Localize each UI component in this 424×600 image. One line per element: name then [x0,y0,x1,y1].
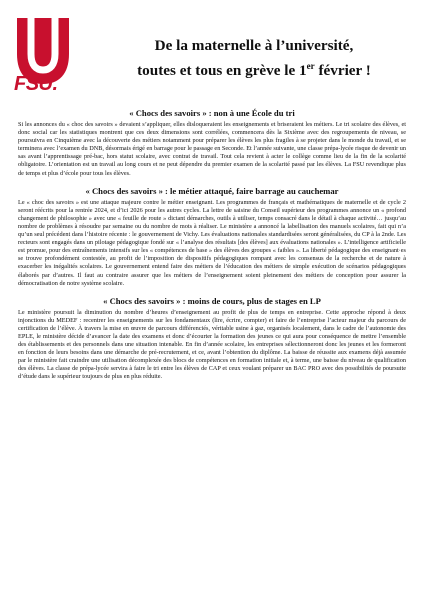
logo-text: FSU. [14,73,58,95]
section-body: Si les annonces du « choc des savoirs » devaient s’appliquer, elles disloqueraient les enseignements et briseraient les métiers. Le tri scolaire des élèves, et donc social car les statistiques montrent que ces deux dimensions sont corrélées, commencera dès la Sixième avec des regroupements de niveau, se poursuivra en Cinquième avec la découverte des métiers notamment pour préparer les élèves les plus fragiles à se projeter dans le monde du travail, et se terminera avec l’examen du DNB, désormais érigé en barrage pour le passage en Seconde. Et l’année suivante, une classe prépa-lycée risque de devenir un sas avant l’apprentissage pré-bac, hors statut scolaire, avec contrat de travail. Tout cela revient à acter le collège comme lieu de la fin de la scolarité obligatoire. L’orientation est un travail au long cours et ne peut dépendre du premier examen de la scolarité passé par les élèves. La FSU revendique plus de temps et plus d’école pour tous les élèves. [18,121,406,177]
section-title: « Chocs des savoirs » : le métier attaqué, faire barrage au cauchemar [85,185,339,196]
section-tri [18,108,406,178]
section-title: « Chocs des savoirs » : moins de cours, plus de stages en LP [103,295,321,306]
header [0,0,424,108]
title-line-1: De la maternelle à l’université, [154,37,354,54]
document-content [18,108,406,390]
title-line-2: toutes et tous en grève le 1er février ! [137,61,371,80]
section-lp [18,296,406,382]
section-body: Le ministère poursuit la diminution du nombre d’heures d’enseignement au profit de plus de temps en entreprise. Cette approche répond à deux injonctions du MEDEF : recentrer les enseignements sur les fondamentaux (lire, écrire, compter) et faire de l’entreprise l’acteur majeur du parcours de certification de l’élève. À travers la mise en œuvre de parcours différenciés, véritable usine à gaz, organisés localement, dans le cadre de l’autonomie des EPLE, le ministère décide d’avancer la date des examens et donc d’écourter la formation des jeunes ce qui aura pour conséquence de mettre l’ensemble des établissements et des personnels dans une situation intenable. En fin d’année scolaire, les entreprises sélectionneront donc les jeunes et les formeront en fonction de leurs besoins dans une démarche de pré-recrutement, et ce, avant l’obtention du diplôme. La baisse de réussite aux examens déjà assumée par le ministère fait craindre une utilisation décomplexée des blocs de compétences en formation initiale et, à terme, une baisse du niveau de qualification des élèves. La classe de prépa-lycée servira à faire le tri entre les élèves de CAP et ceux voulant préparer un BAC PRO avec des possibilités de poursuite d’étude dans le supérieur toujours de plus en plus réduite. [18,308,406,381]
page-title [92,36,416,81]
section-metier [18,186,406,288]
section-body: Le « choc des savoirs » est une attaque majeure contre le métier enseignant. Les programmes de français et mathématiques de maternelle et de cycle 2 seront réécrits pour la rentrée 2024, et d’ici 2026 pour les autres cycles. La lettre de saisine du Conseil supérieur des programmes annonce un « profond changement de philosophie » avec une « feuille de route » dictant démarches, outils à utiliser, temps consacré dans le détail à chaque activité… jusqu’au nombre de problèmes à résoudre par semaine ou du nombre de mots à réaliser. Le ministère a annoncé la labellisation des manuels scolaires, fait qui n’a qu’un seul précédent dans l’histoire récente : le gouvernement de Vichy. Les évaluations nationales standardisées seront généralisées, du CP à la 2nde. Les recteurs sont engagés dans un pilotage pédagogique fondé sur « l’analyse des résultats [des élèves] aux évaluations nationales ». L’intelligence artificielle est promue, pour des entraînements intensifs sur les « compétences de base » des élèves des groupes « faibles ». La liberté pédagogique des enseignant·es se trouve profondément contestée, au profit de l’imposition de dispositifs pédagogiques rompant avec les consensus de la recherche et de nature à exacerber les inégalités scolaires. Le gouvernement entend faire des métiers de l’éducation des métiers de simple exécution de scénarios pédagogiques élaborés par d’autres. Il faut au contraire assurer que les métiers de l’enseignement soient pleinement des métiers de conception pour assurer la démocratisation de notre système scolaire. [18,198,406,287]
section-title: « Chocs des savoirs » : non à une École du tri [129,108,295,118]
